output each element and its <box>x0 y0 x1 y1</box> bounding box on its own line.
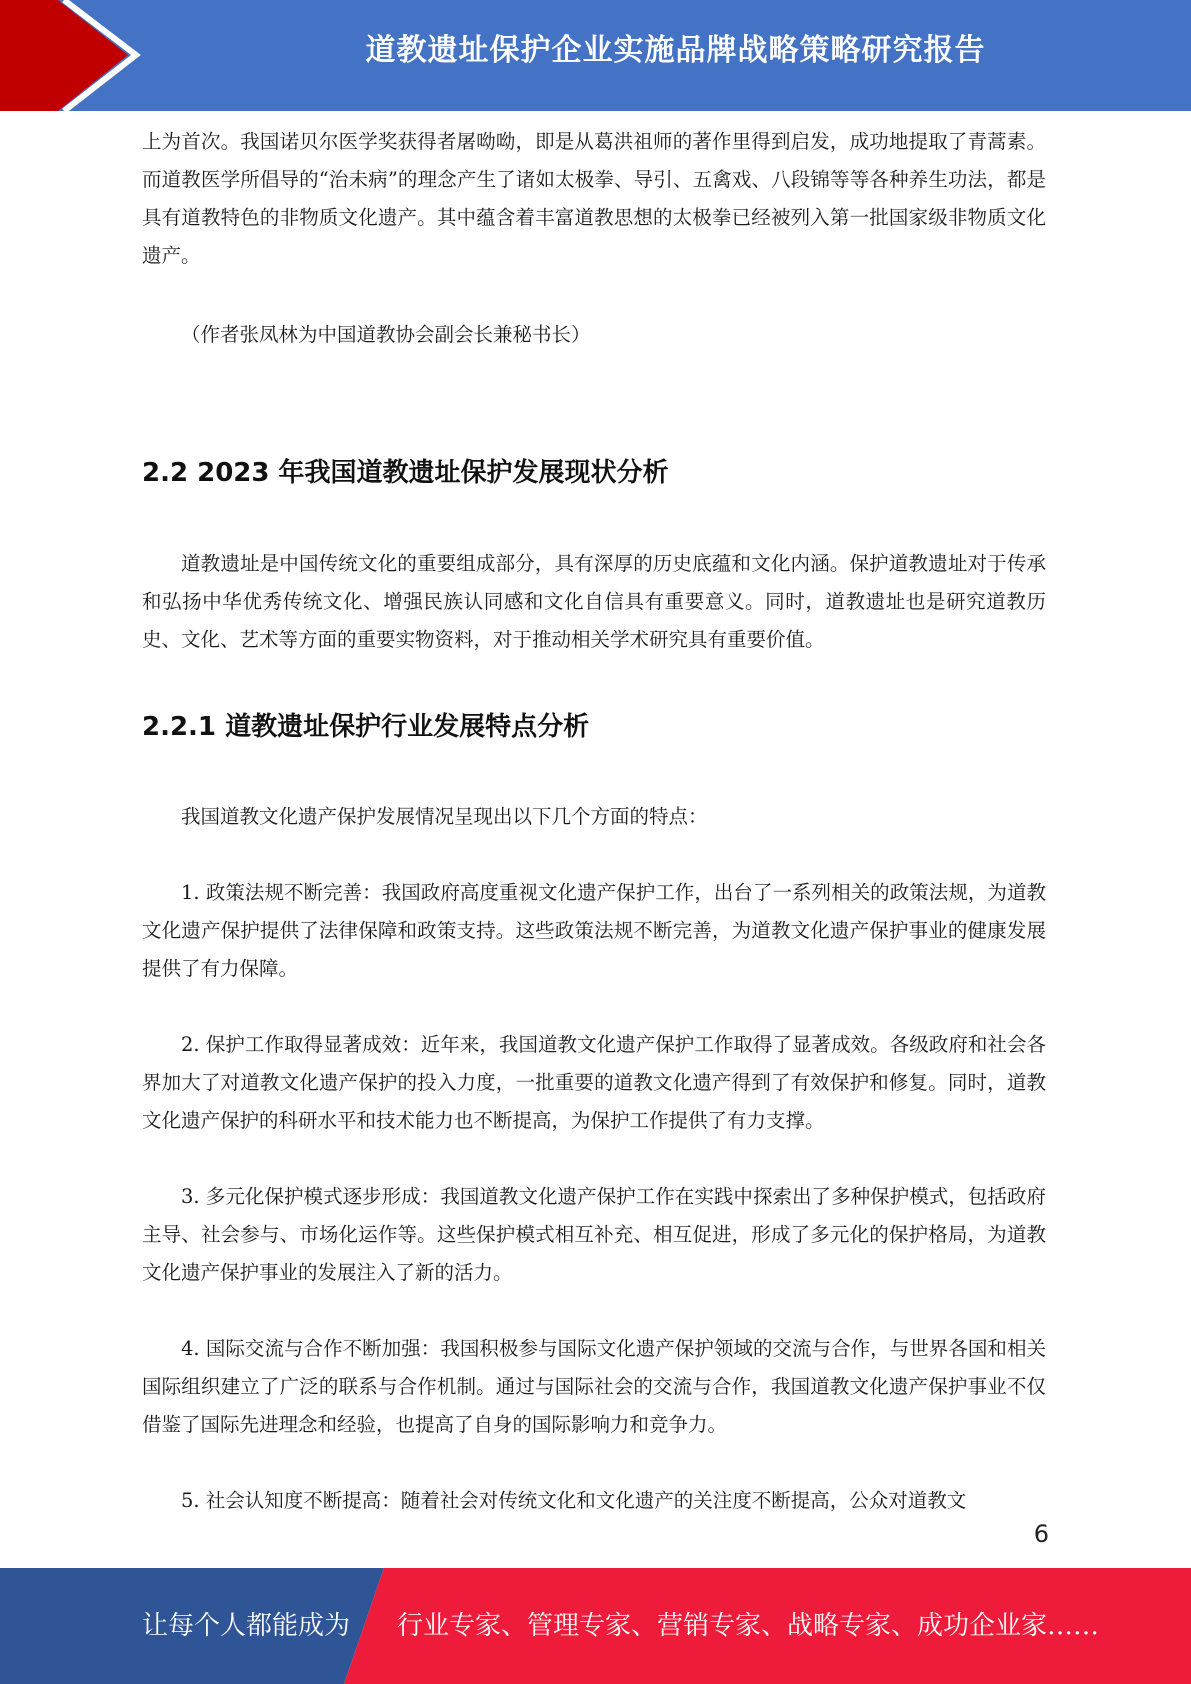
subsection-heading: 2.2.1 道教遗址保护行业发展特点分析 <box>142 712 590 742</box>
point-5-block <box>142 1482 1046 1520</box>
list-item: 3. 多元化保护模式逐步形成：我国道教文化遗产保护工作在实践中探索出了多种保护模式，包括政府主导、社会参与、市场化运作等。这些保护模式相互补充、相互促进，形成了多元化的保护格局，为道教文化遗产保护事业的发展注入了新的活力。 <box>142 1185 1046 1284</box>
section-heading: 2.2 2023 年我国道教遗址保护发展现状分析 <box>142 458 669 488</box>
author-note-block <box>142 316 1046 354</box>
continuation-paragraph-block <box>142 123 1046 275</box>
report-title: 道教遗址保护企业实施品牌战略策略研究报告 <box>365 33 986 68</box>
footer-slogan-right: 行业专家、管理专家、营销专家、战略专家、成功企业家…… <box>397 1611 1100 1641</box>
subsection-intro-block <box>142 798 1046 836</box>
page-number: 6 <box>1033 1520 1049 1548</box>
section-intro-paragraph: 道教遗址是中国传统文化的重要组成部分，具有深厚的历史底蕴和文化内涵。保护道教遗址对于传承和弘扬中华优秀传统文化、增强民族认同感和文化自信具有重要意义。同时，道教遗址也是研究道教历史、文化、艺术等方面的重要实物资料，对于推动相关学术研究具有重要价值。 <box>142 552 1046 651</box>
point-2-block <box>142 1026 1046 1140</box>
subsection-intro-paragraph: 我国道教文化遗产保护发展情况呈现出以下几个方面的特点： <box>181 805 708 828</box>
header-bar <box>0 0 1191 111</box>
list-item: 1. 政策法规不断完善：我国政府高度重视文化遗产保护工作，出台了一系列相关的政策法规，为道教文化遗产保护提供了法律保障和政策支持。这些政策法规不断完善，为道教文化遗产保护事业的健康发展提供了有力保障。 <box>142 881 1046 980</box>
subsection-heading-block <box>142 706 1046 743</box>
author-note: （作者张凤林为中国道教协会副会长兼秘书长） <box>181 323 591 346</box>
point-3-block <box>142 1178 1046 1292</box>
list-item: 4. 国际交流与合作不断加强：我国积极参与国际文化遗产保护领域的交流与合作，与世界各国和相关国际组织建立了广泛的联系与合作机制。通过与国际社会的交流与合作，我国道教文化遗产保护事业不仅借鉴了国际先进理念和经验，也提高了自身的国际影响力和竞争力。 <box>142 1337 1046 1436</box>
footer-bar <box>0 1568 1191 1684</box>
continuation-paragraph: 上为首次。我国诺贝尔医学奖获得者屠呦呦，即是从葛洪祖师的著作里得到启发，成功地提取了青蒿素。而道教医学所倡导的“治未病”的理念产生了诸如太极拳、导引、五禽戏、八段锦等等各种养生功法，都是具有道教特色的非物质文化遗产。其中蕴含着丰富道教思想的太极拳已经被列入第一批国家级非物质文化遗产。 <box>142 130 1046 267</box>
section-intro-block <box>142 545 1046 659</box>
list-item: 5. 社会认知度不断提高：随着社会对传统文化和文化遗产的关注度不断提高，公众对道教文 <box>181 1489 967 1512</box>
footer-slogan-left: 让每个人都能成为 <box>142 1611 351 1641</box>
section-heading-block <box>142 452 1046 489</box>
point-4-block <box>142 1330 1046 1444</box>
header-chevron-icon <box>0 0 160 111</box>
point-1-block <box>142 874 1046 988</box>
list-item: 2. 保护工作取得显著成效：近年来，我国道教文化遗产保护工作取得了显著成效。各级政府和社会各界加大了对道教文化遗产保护的投入力度，一批重要的道教文化遗产得到了有效保护和修复。同时，道教文化遗产保护的科研水平和技术能力也不断提高，为保护工作提供了有力支撑。 <box>142 1033 1046 1132</box>
